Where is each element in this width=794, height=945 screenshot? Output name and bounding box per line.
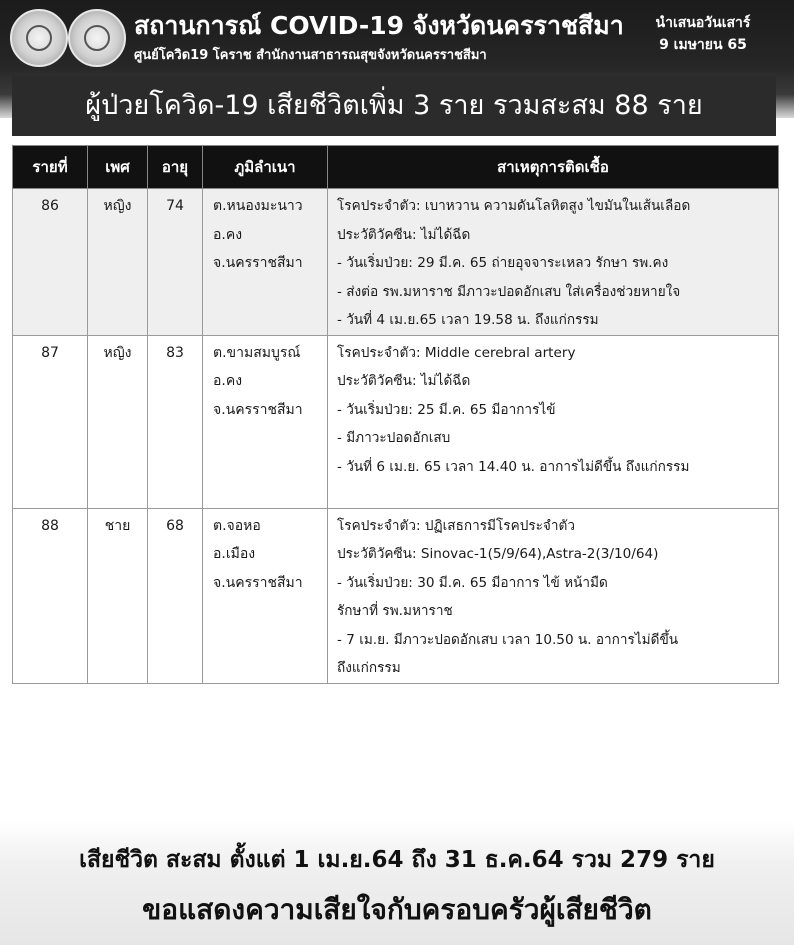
- col-header-sex: เพศ: [88, 146, 148, 189]
- death-cases-table: [12, 145, 779, 684]
- cause-line: - วันที่ 4 เม.ย.65 เวลา 19.58 น. ถึงแก่กรรม: [337, 312, 599, 328]
- provincial-seal-icon: [10, 9, 68, 67]
- cause-line: โรคประจำตัว: ปฏิเสธการมีโรคประจำตัว: [337, 517, 575, 534]
- report-date: [638, 12, 768, 56]
- home-province: จ.นครราชสีมา: [213, 255, 303, 271]
- case-sex: หญิง: [88, 189, 148, 336]
- cause-line: รักษาที่ รพ.มหาราช: [337, 603, 453, 619]
- table-row: [13, 335, 779, 508]
- home-subdistrict: ต.จอหอ: [213, 517, 261, 534]
- page-subtitle: ศูนย์โควิด19 โคราช สำนักงานสาธารณสุขจังหวัดนครราชสีมา: [134, 48, 487, 63]
- cause-line: ถึงแก่กรรม: [337, 660, 401, 676]
- table-header-row: [13, 146, 779, 189]
- table-row: [13, 189, 779, 336]
- case-age: 68: [148, 508, 203, 683]
- case-home: [203, 335, 328, 508]
- case-sex: หญิง: [88, 335, 148, 508]
- cause-line: ประวัติวัคซีน: ไม่ได้ฉีด: [337, 226, 471, 243]
- cause-line: โรคประจำตัว: Middle cerebral artery: [337, 344, 576, 361]
- case-no: 87: [13, 335, 88, 508]
- case-cause: [328, 508, 779, 683]
- public-health-seal-icon: [68, 9, 126, 67]
- case-sex: ชาย: [88, 508, 148, 683]
- case-age: 74: [148, 189, 203, 336]
- cause-line: ประวัติวัคซีน: ไม่ได้ฉีด: [337, 373, 471, 389]
- condolence-message: ขอแสดงความเสียใจกับครอบครัวผู้เสียชีวิต: [142, 893, 652, 926]
- cause-line: - วันที่ 6 เม.ย. 65 เวลา 14.40 น. อาการไม่ดีขึ้น ถึงแก่กรรม: [337, 458, 690, 475]
- home-subdistrict: ต.ขามสมบูรณ์: [213, 344, 301, 361]
- case-no: 88: [13, 508, 88, 683]
- cause-line: - มีภาวะปอดอักเสบ: [337, 430, 451, 446]
- cause-line: - 7 เม.ย. มีภาวะปอดอักเสบ เวลา 10.50 น. อาการไม่ดีขึ้น: [337, 631, 679, 648]
- col-header-home: ภูมิลำเนา: [203, 146, 328, 189]
- table-row: [13, 508, 779, 683]
- cause-line: - วันเริ่มป่วย: 25 มี.ค. 65 มีอาการไข้: [337, 401, 556, 418]
- cause-line: - วันเริ่มป่วย: 29 มี.ค. 65 ถ่ายอุจจาระเหลว รักษา รพ.คง: [337, 255, 669, 271]
- home-province: จ.นครราชสีมา: [213, 574, 303, 591]
- cause-line: โรคประจำตัว: เบาหวาน ความดันโลหิตสูง ไขมันในเส้นเลือด: [337, 198, 691, 214]
- cumulative-deaths-note: เสียชีวิต สะสม ตั้งแต่ 1 เม.ย.64 ถึง 31 ธ.ค.64 รวม 279 ราย: [79, 847, 715, 873]
- cause-line: ประวัติวัคซีน: Sinovac-1(5/9/64),Astra-2(3/10/64): [337, 546, 659, 562]
- case-cause: [328, 189, 779, 336]
- col-header-cause: สาเหตุการติดเชื้อ: [328, 146, 779, 189]
- col-header-no: รายที่: [13, 146, 88, 189]
- home-district: อ.คง: [213, 373, 243, 389]
- col-header-age: อายุ: [148, 146, 203, 189]
- cause-line: - วันเริ่มป่วย: 30 มี.ค. 65 มีอาการ ไข้ หน้ามืด: [337, 574, 608, 591]
- case-cause: [328, 335, 779, 508]
- headline-banner: ผู้ป่วยโควิด-19 เสียชีวิตเพิ่ม 3 ราย รวมสะสม 88 ราย: [12, 76, 776, 136]
- case-age: 83: [148, 335, 203, 508]
- home-district: อ.เมือง: [213, 546, 256, 562]
- presented-label: นำเสนอวันเสาร์: [655, 15, 751, 31]
- date-label: 9 เมษายน 65: [659, 37, 747, 53]
- case-no: 86: [13, 189, 88, 336]
- home-district: อ.คง: [213, 226, 243, 243]
- cause-line: - ส่งต่อ รพ.มหาราช มีภาวะปอดอักเสบ ใส่เครื่องช่วยหายใจ: [337, 283, 681, 300]
- page-title: สถานการณ์ COVID-19 จังหวัดนครราชสีมา: [134, 11, 624, 40]
- case-home: [203, 189, 328, 336]
- home-province: จ.นครราชสีมา: [213, 401, 303, 418]
- case-home: [203, 508, 328, 683]
- home-subdistrict: ต.หนองมะนาว: [213, 198, 303, 214]
